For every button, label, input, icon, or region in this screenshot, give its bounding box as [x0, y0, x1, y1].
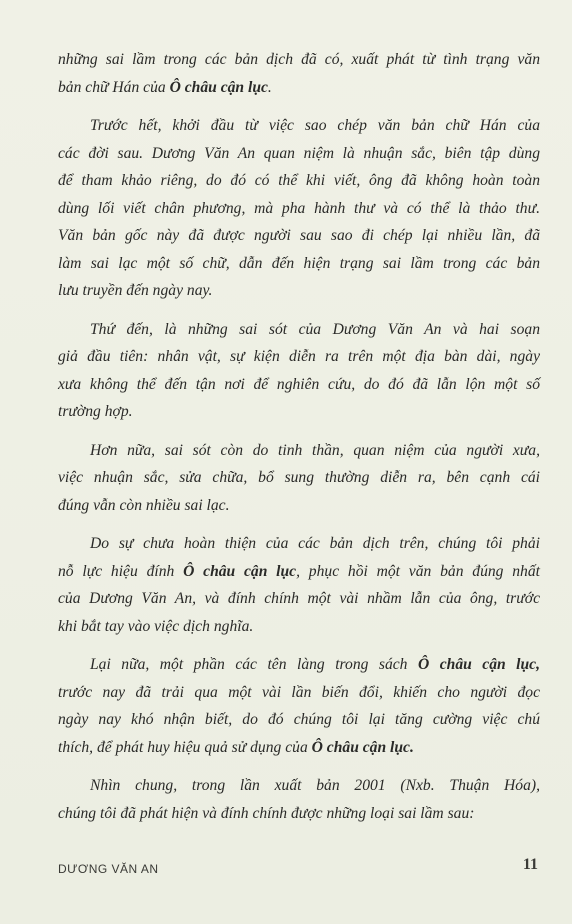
running-footer-author: DƯƠNG VĂN AN	[58, 862, 159, 876]
text-segment: xưa không thể đến tận nơi để nghiên cứu, do đó đã lẫn lộn một số	[58, 375, 540, 393]
text-segment: trường hợp.	[58, 403, 133, 420]
paragraph	[58, 651, 540, 761]
page-number: 11	[522, 856, 538, 873]
text-line	[58, 343, 540, 371]
text-line	[58, 706, 540, 734]
text-line	[58, 222, 540, 250]
text-segment: Văn bản gốc này đã được người sau sao đi chép lại nhiều lần, đã	[58, 227, 540, 244]
paragraph	[58, 46, 540, 101]
paragraph	[58, 530, 540, 640]
text-line	[58, 398, 540, 426]
book-title-emphasis: Ô châu cận lục.	[311, 738, 414, 756]
text-segment: thích, để phát huy hiệu quả sử dụng của	[58, 738, 312, 756]
text-segment: lưu truyền đến ngày nay.	[58, 282, 213, 299]
book-title-emphasis: Ô châu cận lục,	[417, 656, 540, 673]
text-line	[58, 371, 540, 399]
text-line	[58, 316, 540, 344]
text-line	[58, 464, 540, 492]
text-segment: Trước hết, khởi đầu từ việc sao chép văn bản chữ Hán của	[90, 117, 540, 134]
text-segment: Nhìn chung, trong lần xuất bản 2001 (Nxb. Thuận Hóa),	[90, 777, 540, 794]
text-segment: dùng lối viết chân phương, mà pha hành thư và có thể là thảo thư.	[58, 199, 540, 217]
text-segment: giả đầu tiên: nhân vật, sự kiện diễn ra trên một địa bàn dài, ngày	[58, 348, 540, 365]
text-segment: làm sai lạc một số chữ, dẫn đến hiện trạng sai lầm trong các bản	[58, 254, 540, 272]
text-line	[58, 437, 540, 465]
paragraph	[58, 316, 540, 426]
text-line	[58, 140, 540, 168]
text-segment: .	[267, 78, 272, 96]
book-title-emphasis: Ô châu cận lục	[169, 78, 268, 96]
text-segment: Lại nữa, một phần các tên làng trong sách	[90, 656, 418, 673]
text-segment: những sai lầm trong các bản dịch đã có, xuất phát từ tình trạng văn	[58, 51, 540, 68]
text-segment: Do sự chưa hoàn thiện của các bản dịch trên, chúng tôi phải	[90, 535, 540, 552]
text-segment: đúng vẫn còn nhiều sai lạc.	[58, 496, 230, 514]
text-segment: nỗ lực hiệu đính	[58, 562, 184, 580]
text-line	[58, 46, 540, 74]
text-line	[58, 679, 540, 707]
text-line	[58, 195, 540, 223]
text-segment: khi bắt tay vào việc dịch nghĩa.	[58, 617, 254, 635]
text-segment: ngày nay khó nhận biết, do đó chúng tôi lại tăng cường việc chú	[58, 711, 540, 728]
text-segment: trước nay đã trải qua một vài lần biến đổi, khiến cho người đọc	[58, 683, 540, 701]
text-line	[58, 74, 540, 102]
text-line	[58, 800, 540, 828]
book-title-emphasis: Ô châu cận lục	[183, 562, 297, 580]
text-segment: việc nhuận sắc, sửa chữa, bổ sung thường diễn ra, bên cạnh cái	[58, 469, 540, 486]
text-line	[58, 277, 540, 305]
text-line	[58, 613, 540, 641]
text-line	[58, 530, 540, 558]
text-line	[58, 734, 540, 762]
text-line	[58, 250, 540, 278]
text-line	[58, 772, 540, 800]
text-line	[58, 585, 540, 613]
text-segment: chúng tôi đã phát hiện và đính chính được những loại sai lầm sau:	[58, 804, 475, 822]
paragraph	[58, 112, 540, 305]
text-line	[58, 651, 540, 679]
text-segment: bản chữ Hán của	[58, 78, 170, 96]
text-segment: của Dương Văn An, và đính chính một vài nhầm lẫn của ông, trước	[58, 590, 540, 607]
text-segment: để tham khảo riêng, do đó có thể khi viết, ông đã không hoàn toàn	[58, 172, 540, 189]
paragraph	[58, 437, 540, 520]
text-segment: Hơn nữa, sai sót còn do tinh thần, quan niệm của người xưa,	[90, 441, 540, 459]
text-segment: các đời sau. Dương Văn An quan niệm là nhuận sắc, biên tập dùng	[58, 144, 540, 162]
body-text	[58, 46, 540, 838]
text-segment: , phục hồi một văn bản đúng nhất	[296, 562, 540, 580]
text-line	[58, 112, 540, 140]
paragraph	[58, 772, 540, 827]
text-line	[58, 492, 540, 520]
text-line	[58, 558, 540, 586]
text-segment: Thứ đến, là những sai sót của Dương Văn An và hai soạn	[90, 320, 540, 338]
text-line	[58, 167, 540, 195]
